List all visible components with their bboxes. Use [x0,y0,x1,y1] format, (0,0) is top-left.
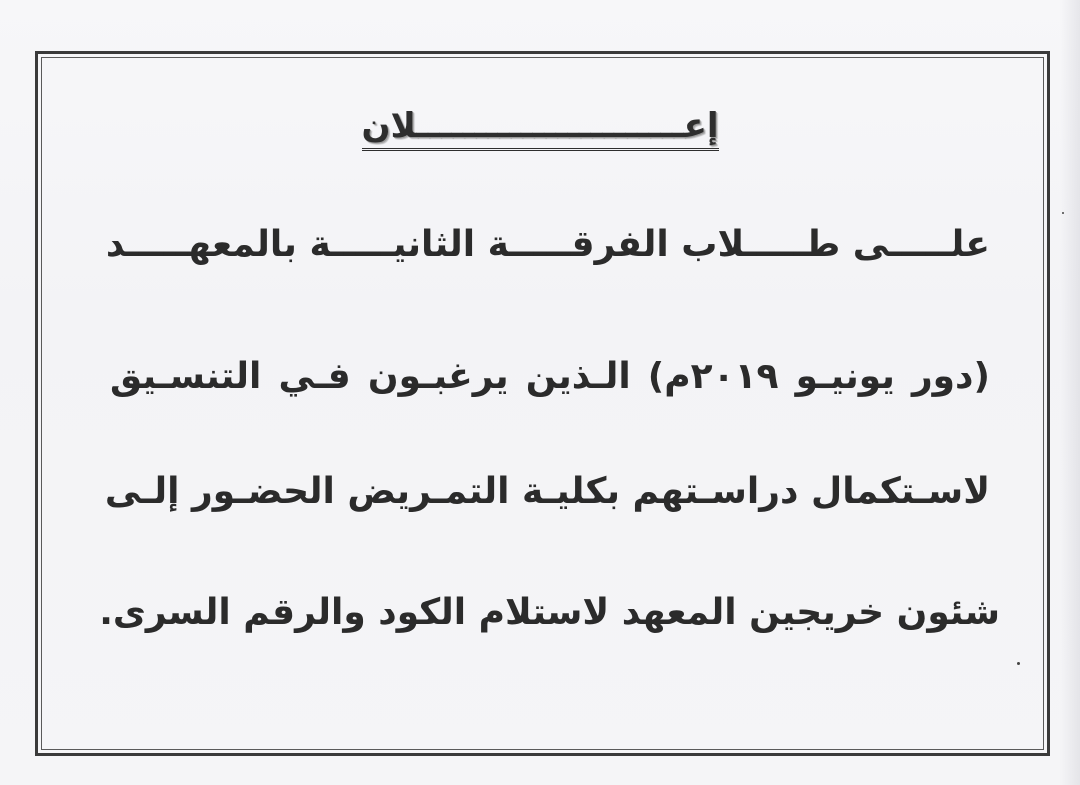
notice-title [0,106,1080,151]
notice-line-1: علـــــى طـــــلاب الفرقـــــة الثانيـــــة بالمعهـــــد [105,224,990,265]
notice-border-inner [41,57,1044,750]
scan-speck [1062,212,1064,214]
notice-line-2: (دور يونيـو ٢٠١٩م) الـذين يرغبـون فـي التنسـيق [110,356,990,397]
notice-line-3: لاسـتكمال دراسـتهم بكليـة التمـريض الحضـور إلـى [104,471,990,512]
notice-line-4: شئون خريجين المعهد لاستلام الكود والرقم السرى. [99,592,1000,633]
scan-speck [1017,662,1020,665]
notice-title-text: إعـــــــــــــــــــــــلان [362,106,719,151]
